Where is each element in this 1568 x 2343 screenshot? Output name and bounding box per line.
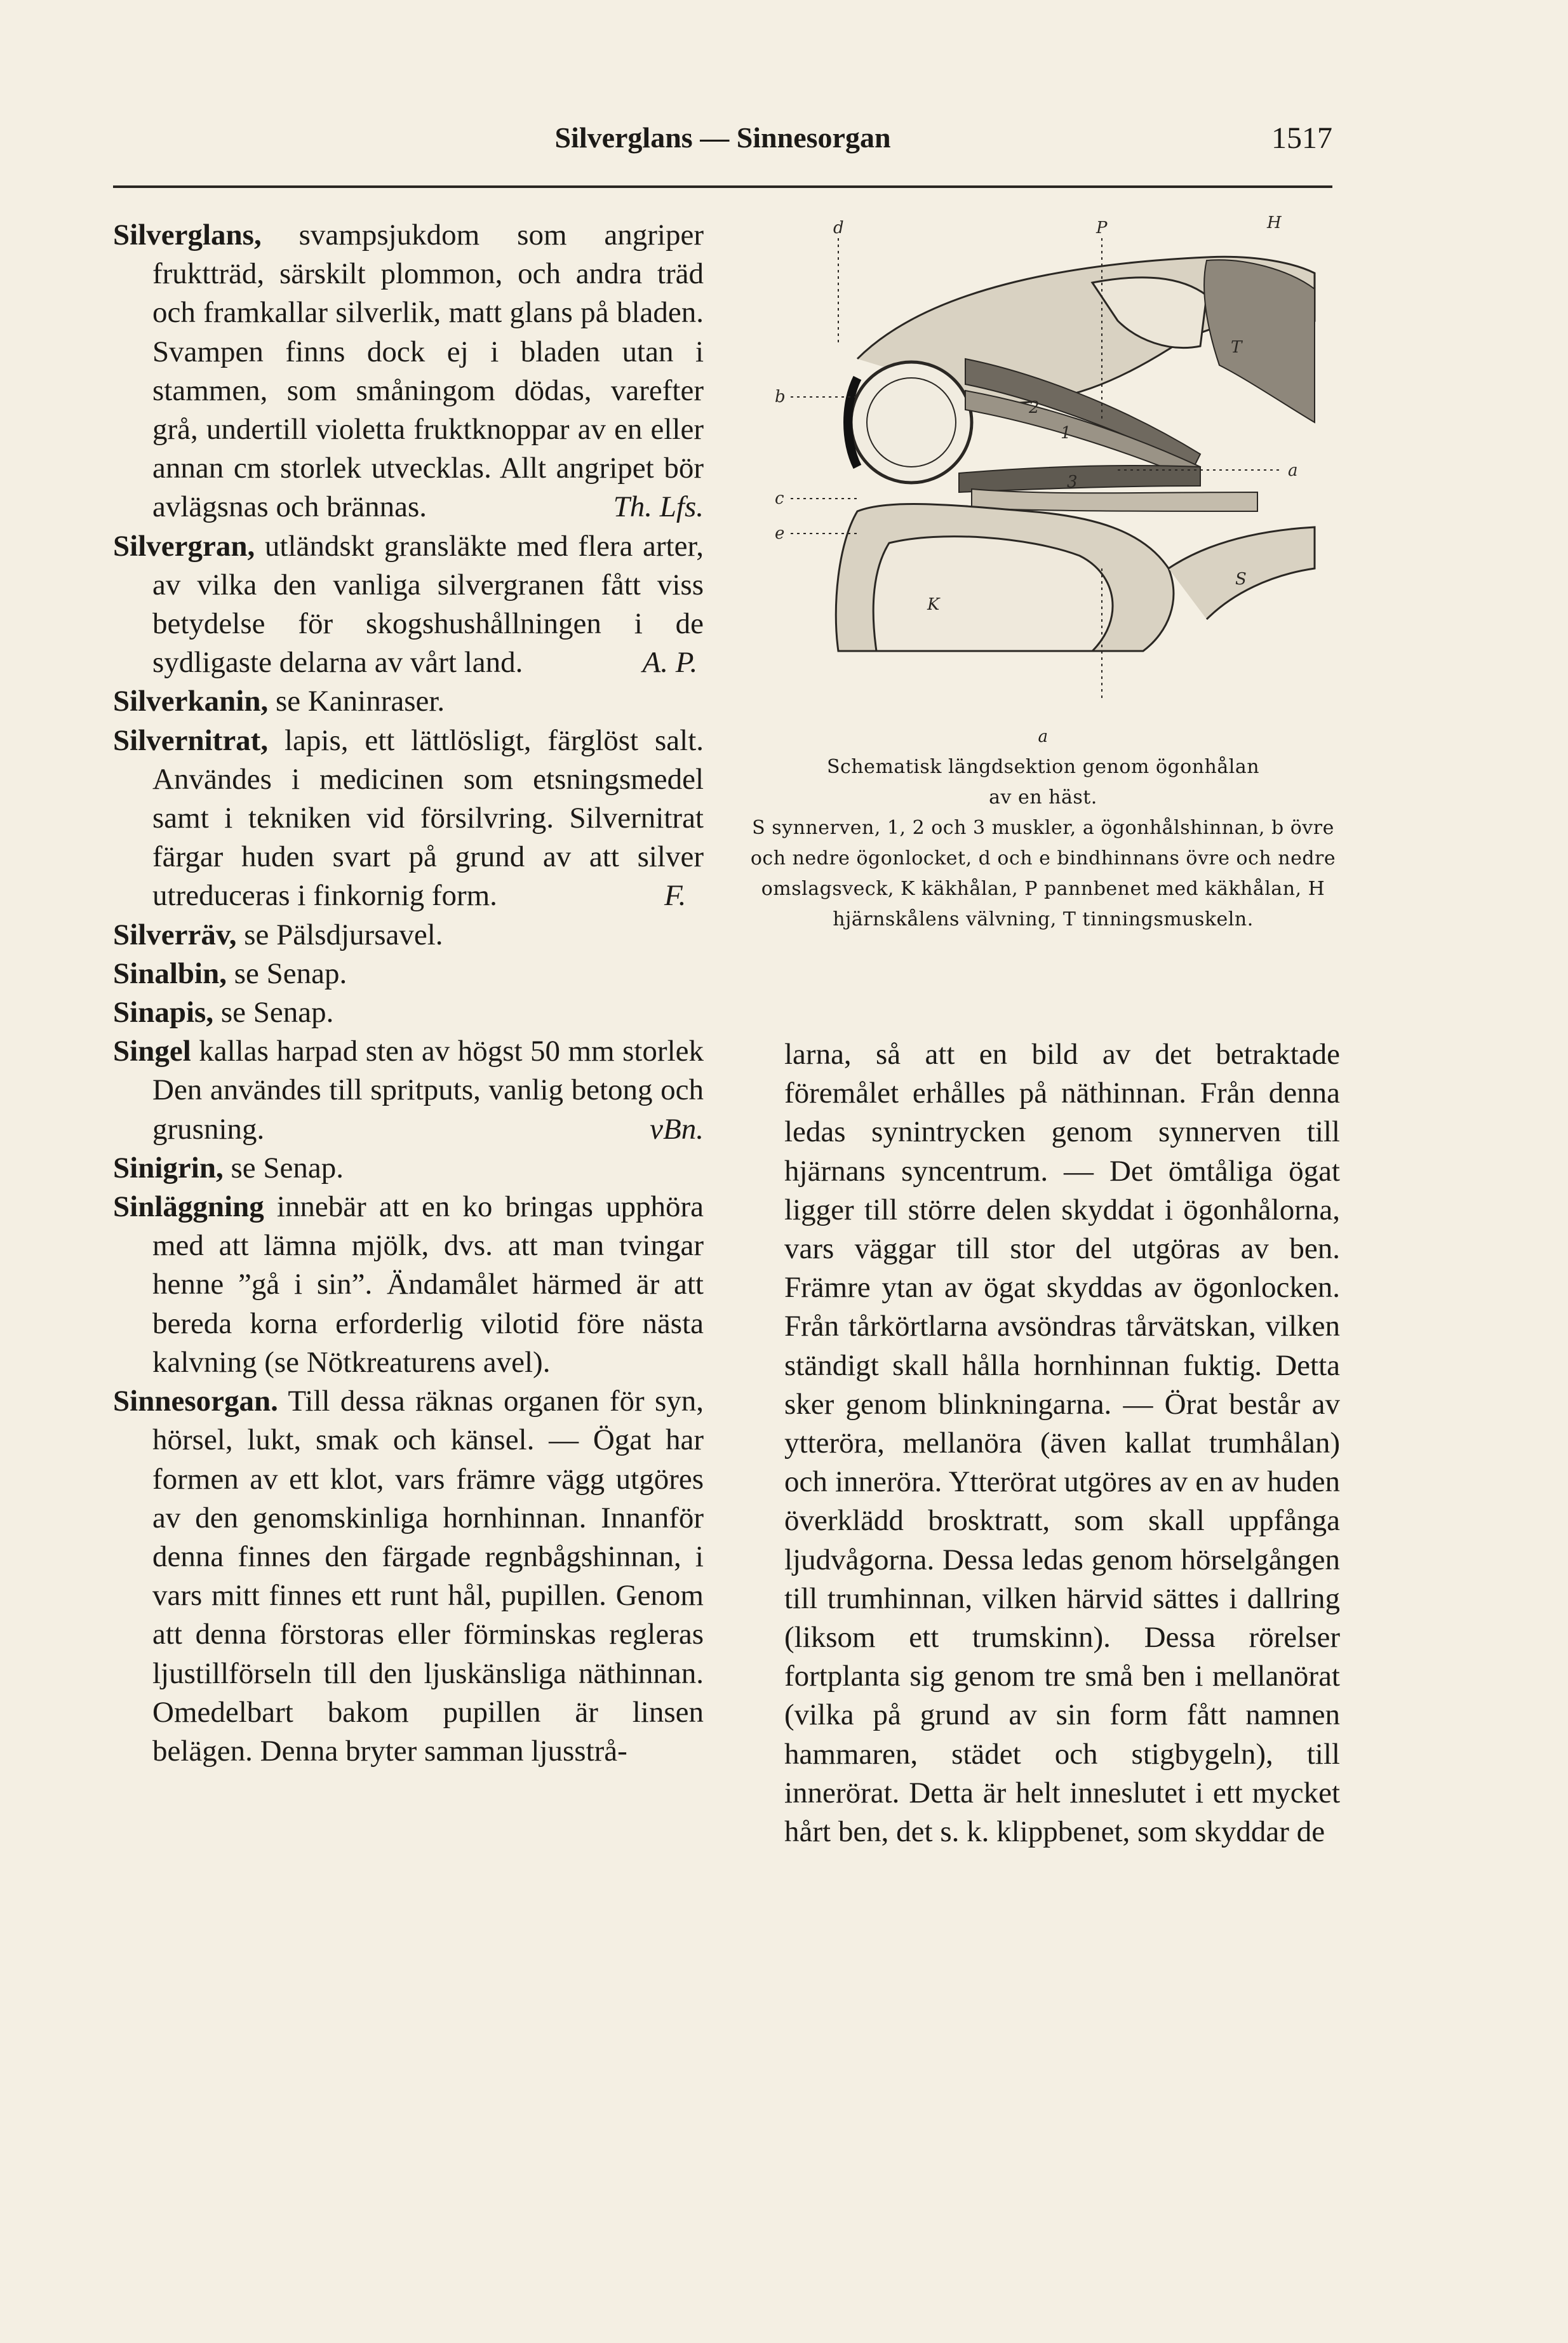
eye-section-drawing <box>762 213 1324 708</box>
eye-socket-figure <box>746 213 1340 994</box>
figure-caption-title-2: av en häst. <box>989 786 1097 809</box>
figure-caption-title-1 <box>746 721 1340 752</box>
fig-label-k: K <box>927 595 940 614</box>
fig-label-b: b <box>775 387 786 406</box>
entry-head: Silverkanin, <box>113 685 269 718</box>
entry-signature: vBn. <box>650 1112 704 1146</box>
entry-text: utländskt gransläkte med flera arter, av vilka den vanliga silvergranen fått viss betydelse för skogshushållningen i de sydligaste delarna av vårt land. <box>152 529 704 680</box>
fig-label-c: c <box>775 489 784 508</box>
entry-text: svampsjukdom som angriper fruktträd, särskilt plommon, och andra träd och framkallar silverlik, matt glans på bladen. Svampen finns dock ej i bladen utan i stammen, som småningom dödas, varefter grå, undertill violetta fruktknoppar av en eller annan cm storlek utvecklas. Allt angripet bör avlägsnas och brännas. <box>152 218 704 524</box>
entry-text: innebär att en ko bringas upphöra med att lämna mjölk, dvs. att man tvingar henne ”gå i sin”. Ändamålet härmed är att bereda korna erforderlig vilotid före nästa kalvning (se Nötkreaturens avel). <box>152 1190 704 1379</box>
fig-label-muscle-1: 1 <box>1061 424 1071 443</box>
entry-sinalbin <box>113 955 704 993</box>
entry-text: Till dessa räknas organen för syn, hörsel, lukt, smak och känsel. — Ögat har formen av ett klot, vars främre vägg utgöres av den genomskinliga hornhinnan. Innanför denna finnes den färgade regnbågshinnan, i vars mitt finnes ett runt hål, pupillen. Genom att denna förstoras eller förminskas regleras ljustillförseln till den ljuskänsliga näthinnan. Omedelbart bakom pupillen är linsen belägen. Denna bryter samman ljusstrå- <box>152 1385 704 1768</box>
entry-head: Silvernitrat, <box>113 723 269 757</box>
fig-label-d: d <box>833 218 844 238</box>
entry-head: Silverräv, <box>113 918 237 951</box>
right-column-text: larna, så att en bild av det betraktade föremålet erhålles på näthinnan. Från denna ledas synintrycken genom synnerven till hjärnans syncentrum. — Det ömtåliga ögat ligger till större delen skyddat i ögonhålorna, vars väggar till stor del utgöras av ben. Främre ytan av ögat skyddas av ögonlocken. Från tårkörtlarna avsöndras tårvätskan, vilken ständigt skall hålla hornhinnan fuktig. Detta sker genom blinkningarna. — Örat består av ytteröra, mellanöra (även kallat trumhålan) och inneröra. Ytterörat utgöres av en av huden överklädd brosktratt, som skall uppfånga ljudvågorna. Dessa ledas genom hörselgången till trumhinnan, vilken härvid sättes i dallring (liksom ett trumskinn). Dessa rörelser fortplanta sig genom tre små ben i mellanörat (vilka på grund av sin form fått namnen hammaren, städet och stigbygeln), till innerörat. Detta är helt inneslutet i ett mycket hårt ben, det s. k. klippbenet, som skyddar de <box>784 1038 1340 1849</box>
eyeball-shape <box>851 362 972 483</box>
entry-sinapis <box>113 993 704 1032</box>
left-column <box>113 216 704 1771</box>
entry-head: Silverglans, <box>113 218 262 252</box>
entry-silverrav <box>113 916 704 955</box>
page-number: 1517 <box>1271 121 1332 155</box>
entry-head: Sinläggning <box>113 1190 264 1224</box>
right-column <box>784 1035 1340 1851</box>
figure-caption-legend: S synnerven, 1, 2 och 3 muskler, a ögonhålshinnan, b övre och nedre ögonlocket, d och e bindhinnans övre och nedre omslagsveck, K käkhålan, P pannbenet med käkhålan, H hjärnskålens välvning, T tinningsmuskeln. <box>750 817 1336 930</box>
entry-text: se Kaninraser. <box>275 685 445 718</box>
entry-silvernitrat: Silvernitrat, lapis, ett lättlösligt, färglöst salt. Användes i medicinen som etsningsmedel samt i tekniken vid försilvring. Silvernitrat färgar huden svart på grund av att silver utreduceras i finkornig form. F. <box>113 723 704 913</box>
entry-head: Sinnesorgan. <box>113 1385 278 1418</box>
fig-label-s: S <box>1235 570 1247 589</box>
fig-label-a-right: a <box>1288 461 1298 480</box>
entry-sinnesorgan <box>113 1382 704 1771</box>
entry-silverkanin <box>113 682 704 721</box>
fig-label-e: e <box>775 524 785 543</box>
entry-singel <box>113 1032 704 1149</box>
figure-caption <box>746 721 1340 935</box>
entry-silverglans <box>113 216 704 527</box>
entry-sinlaggning <box>113 1188 704 1382</box>
page-header <box>113 121 1332 171</box>
entry-signature: A. P. <box>642 646 698 680</box>
caption-label-a: a <box>1038 727 1049 746</box>
entry-text: se Senap. <box>234 957 347 990</box>
fig-label-t: T <box>1231 338 1242 357</box>
entry-head: Singel <box>113 1035 191 1068</box>
entry-text: se Senap. <box>220 996 334 1030</box>
entry-text: se Senap. <box>231 1151 344 1185</box>
entry-head: Sinigrin, <box>113 1151 224 1185</box>
fig-label-muscle-3: 3 <box>1067 473 1078 492</box>
optic-nerve-shape <box>972 489 1257 511</box>
fig-label-p: P <box>1096 218 1108 238</box>
entry-text: lapis, ett lättlösligt, färglöst salt. Användes i medicinen som etsningsmedel samt i tekniken vid försilvring. Silvernitrat färgar huden svart på grund av att silver utreduceras i finkornig form. <box>152 723 704 913</box>
running-title: Silverglans — Sinnesorgan <box>554 121 891 154</box>
entry-text: kallas harpad sten av högst 50 mm storlek Den användes till spritputs, vanlig betong och grusning. <box>152 1035 704 1146</box>
fig-label-h: H <box>1267 213 1282 232</box>
entry-sinigrin <box>113 1149 704 1188</box>
temporal-muscle-shape <box>1204 260 1315 422</box>
entry-head: Sinalbin, <box>113 957 227 990</box>
entry-head: Sinapis, <box>113 996 214 1030</box>
entry-text: se Pälsdjursavel. <box>244 918 443 951</box>
entry-head: Silvergran, <box>113 529 255 563</box>
entry-silvergran <box>113 527 704 683</box>
header-rule <box>113 185 1332 188</box>
fig-label-muscle-2: 2 <box>1029 398 1040 417</box>
entry-signature: Th. Lfs. <box>613 490 704 524</box>
figure-caption-title-1-text: Schematisk längdsektion genom ögonhålan <box>826 756 1260 778</box>
